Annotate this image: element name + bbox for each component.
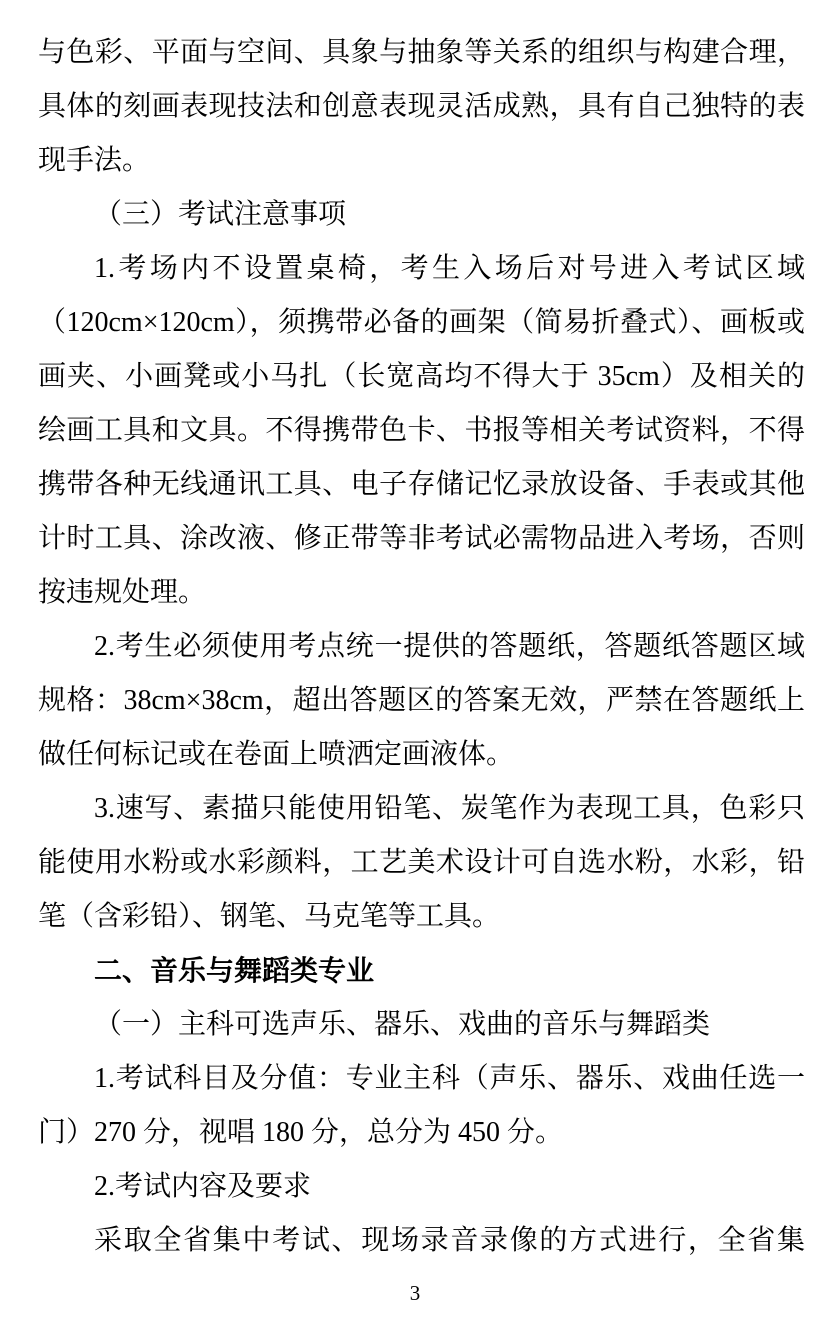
section-heading: 二、音乐与舞蹈类专业 [94,955,375,986]
page-number: 3 [409,1281,421,1305]
paragraph: 2.考试内容及要求 [94,1171,312,1202]
paragraph: 采取全省集中考试、现场录音录像的方式进行，全省集 [94,1225,805,1256]
paragraph: （一）主科可选声乐、器乐、戏曲的音乐与舞蹈类 [94,1009,711,1040]
paragraph: （三）考试注意事项 [94,199,347,230]
paragraph: 1.考试科目及分值：专业主科（声乐、器乐、戏曲任选一门）270 分，视唱 180 分，总分为 450 分。 [38,1063,805,1148]
page-footer [0,1278,830,1308]
paragraph: 2.考生必须使用考点统一提供的答题纸，答题纸答题区域规格：38cm×38cm，超出答题区的答案无效，严禁在答题纸上做任何标记或在卷面上喷洒定画液体。 [38,631,805,770]
paragraph: 与色彩、平面与空间、具象与抽象等关系的组织与构建合理，具体的刻画表现技法和创意表现灵活成熟，具有自己独特的表现手法。 [38,37,805,176]
paragraph: 1.考场内不设置桌椅，考生入场后对号进入考试区域（120cm×120cm），须携带必备的画架（简易折叠式）、画板或画夹、小画凳或小马扎（长宽高均不得大于 35cm）及相关的绘画工具和文具。不得携带色卡、书报等相关考试资料，不得携带各种无线通讯工具、电子存储记忆录放设备、手表或其他计时工具、涂改液、修正带等非考试必需物品进入考场，否则按违规处理。 [38,253,805,608]
paragraph: 3.速写、素描只能使用铅笔、炭笔作为表现工具，色彩只能使用水粉或水彩颜料，工艺美术设计可自选水粉，水彩，铅笔（含彩铅）、钢笔、马克笔等工具。 [38,793,805,932]
document-body [38,26,805,1268]
